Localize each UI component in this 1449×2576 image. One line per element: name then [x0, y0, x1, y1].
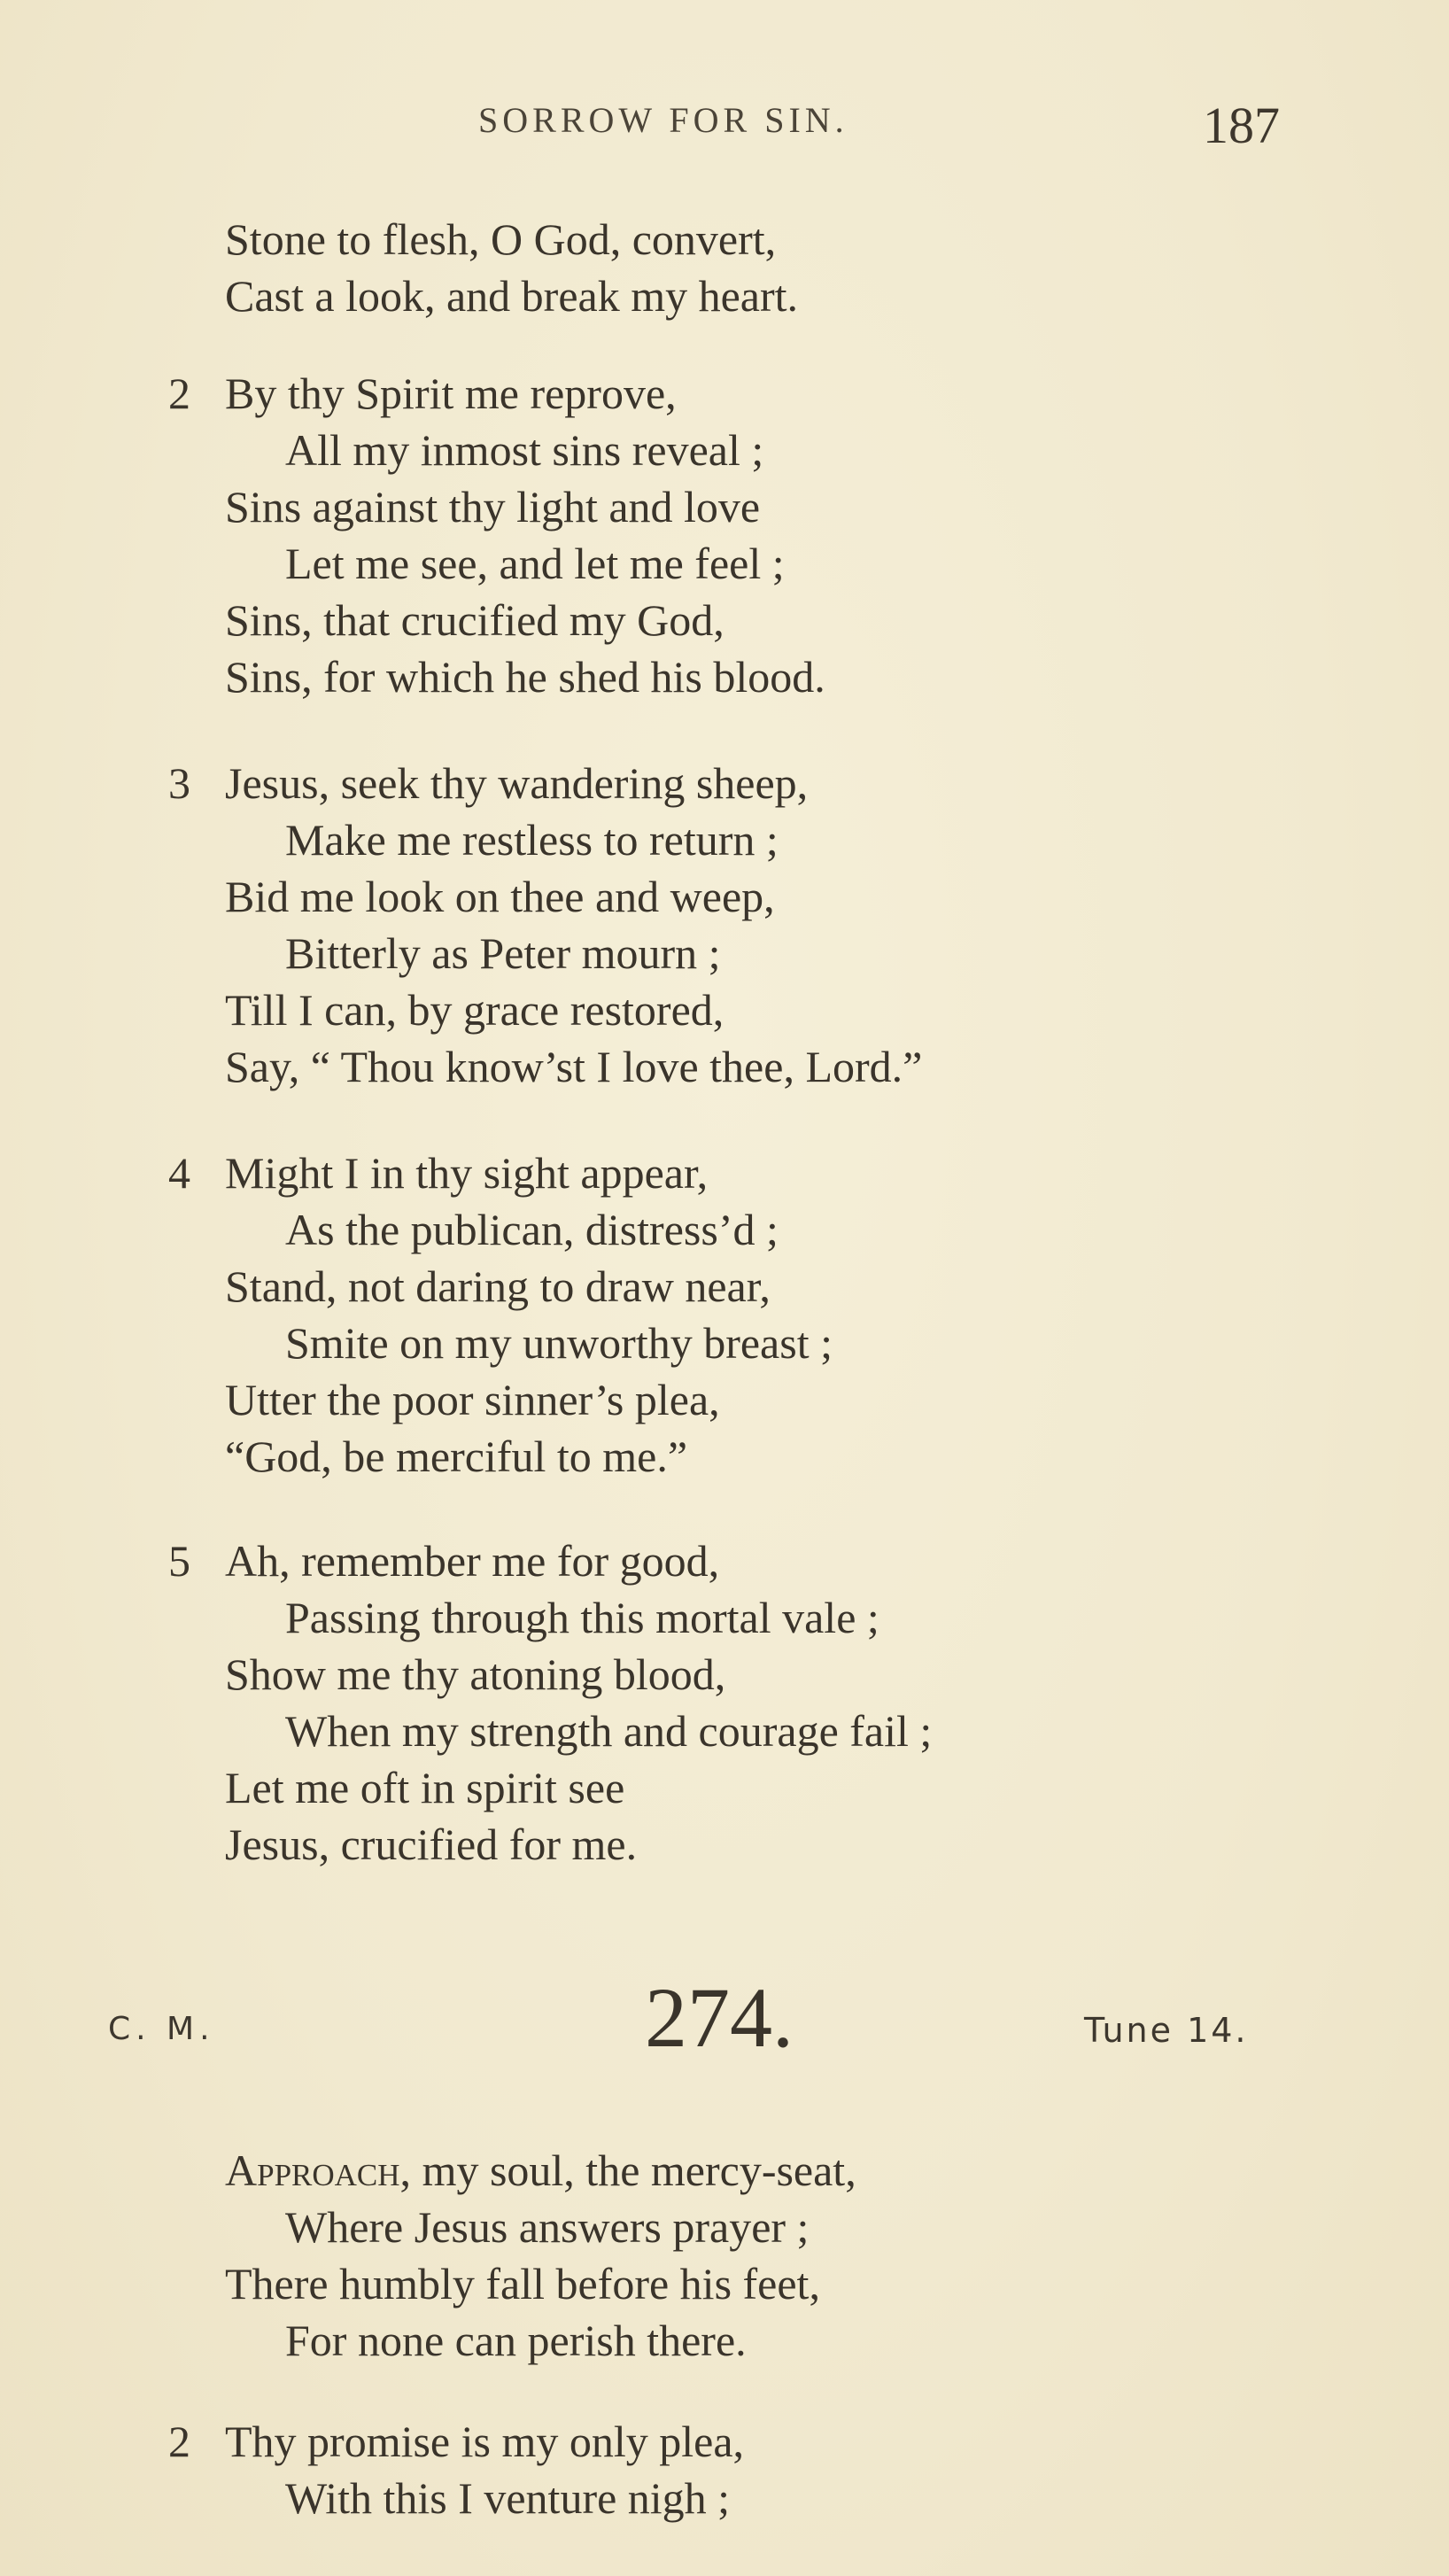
- hymn-first-line-rest: my soul, the mercy-seat,: [411, 2145, 856, 2195]
- hymn-line: By thy Spirit me reprove,: [225, 369, 677, 418]
- hymn-line: Thy promise is my only plea,: [225, 2417, 745, 2466]
- page-number: 187: [1203, 97, 1280, 154]
- verse-number: 4: [168, 1148, 190, 1198]
- hymn-line: Stand, not daring to draw near,: [225, 1261, 771, 1311]
- hymn-line: Bid me look on thee and weep,: [225, 872, 775, 921]
- hymn-line: Jesus, seek thy wandering sheep,: [225, 758, 809, 808]
- hymn-line: Jesus, crucified for me.: [225, 1819, 638, 1869]
- hymn-line: All my inmost sins reveal ;: [285, 425, 764, 475]
- hymn-line: Let me oft in spirit see: [225, 1763, 625, 1812]
- hymn-tune: Tune 14.: [1084, 2011, 1249, 2050]
- hymn-line: Bitterly as Peter mourn ;: [285, 928, 721, 978]
- hymn-first-line: [225, 2142, 856, 2199]
- hymn-line: As the publican, distress’d ;: [285, 1205, 779, 1254]
- hymn-line: Sins, that crucified my God,: [225, 595, 724, 645]
- hymn-line: Passing through this mortal vale ;: [285, 1593, 879, 1642]
- hymn-line: When my strength and courage fail ;: [285, 1706, 933, 1756]
- running-header: SORROW FOR SIN.: [478, 100, 848, 140]
- hymn-line: Till I can, by grace restored,: [225, 985, 724, 1035]
- hymn-line: Cast a look, and break my heart.: [225, 271, 799, 321]
- hymn-line: Sins against thy light and love: [225, 482, 761, 531]
- hymn-number: 274.: [645, 1970, 794, 2065]
- hymn-line: For none can perish there.: [285, 2316, 747, 2365]
- hymn-meter: C. M.: [108, 2011, 215, 2047]
- hymn-line: Sins, for which he shed his blood.: [225, 652, 825, 702]
- hymn-line: Ah, remember me for good,: [225, 1536, 720, 1586]
- hymn-line: Where Jesus answers prayer ;: [285, 2202, 810, 2252]
- verse-number: 2: [168, 369, 190, 418]
- hymn-line: Smite on my unworthy breast ;: [285, 1318, 833, 1368]
- hymn-line: There humbly fall before his feet,: [225, 2259, 820, 2308]
- hymn-line: With this I venture nigh ;: [285, 2473, 731, 2523]
- hymn-line: Utter the poor sinner’s plea,: [225, 1375, 720, 1424]
- verse-number: 2: [168, 2417, 190, 2466]
- hymn-line: Might I in thy sight appear,: [225, 1148, 709, 1198]
- verse-number: 3: [168, 758, 190, 808]
- hymn-line: “God, be merciful to me.”: [225, 1432, 688, 1481]
- hymn-line: Show me thy atoning blood,: [225, 1649, 726, 1699]
- hymn-line: Stone to flesh, O God, convert,: [225, 214, 777, 264]
- hymn-line: Say, “ Thou know’st I love thee, Lord.”: [225, 1042, 923, 1091]
- hymn-line: Let me see, and let me feel ;: [285, 539, 785, 588]
- hymn-first-word: Approach,: [225, 2145, 412, 2195]
- verse-number: 5: [168, 1536, 190, 1586]
- hymn-line: Make me restless to return ;: [285, 815, 779, 865]
